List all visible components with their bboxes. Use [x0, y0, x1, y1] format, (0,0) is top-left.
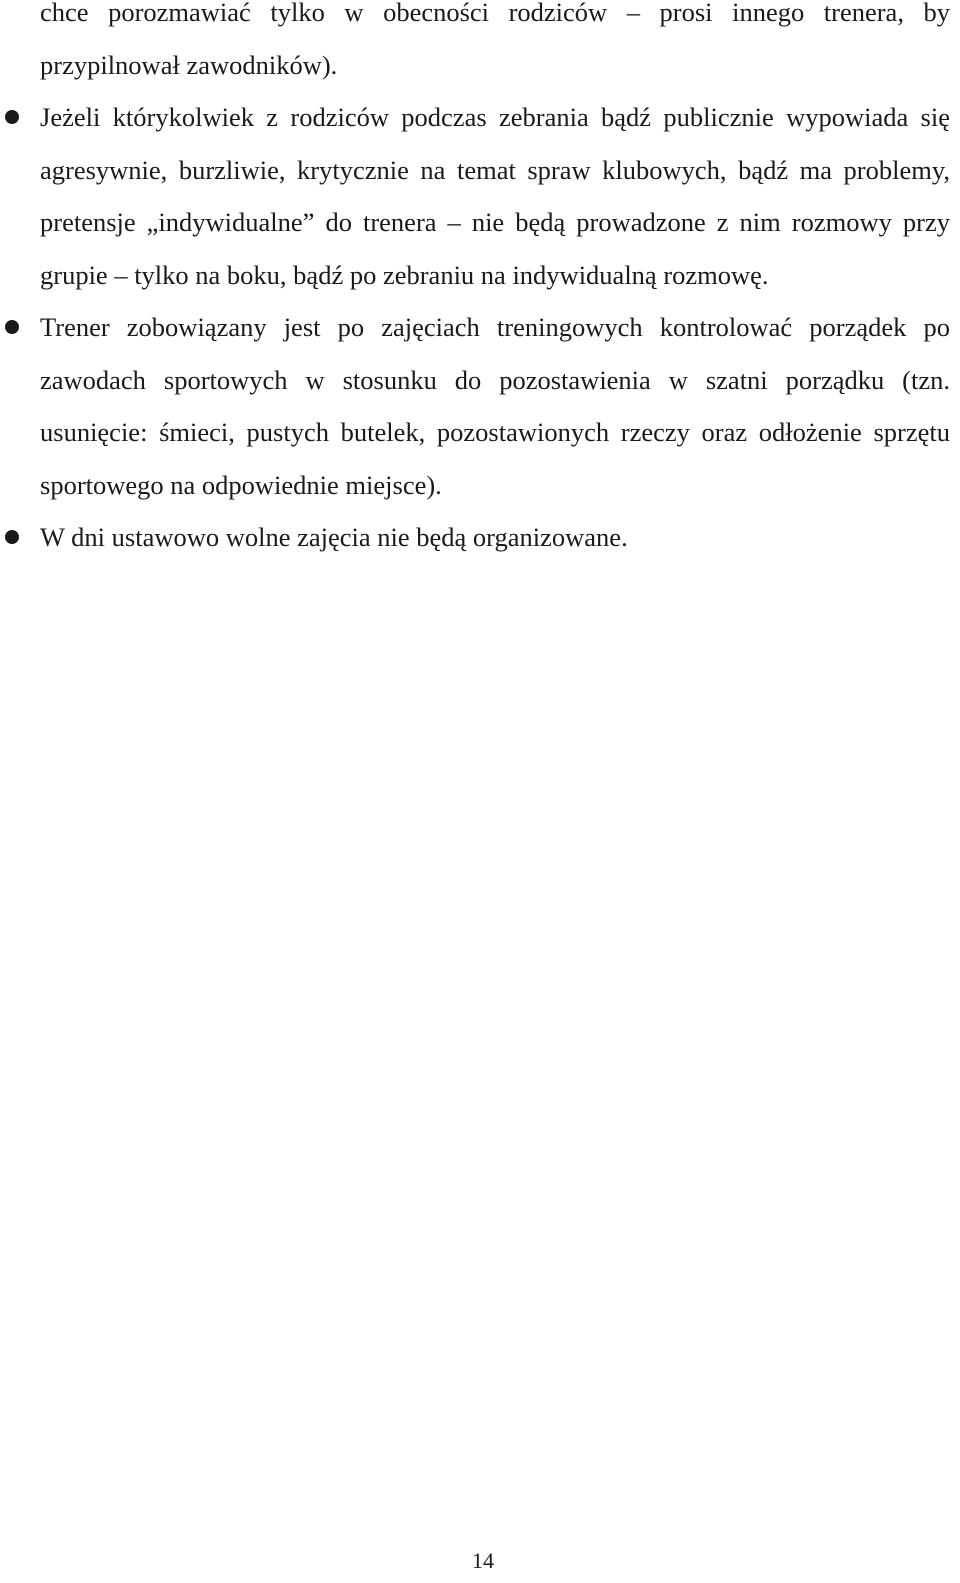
- list-item: [0, 301, 960, 511]
- list-item-text: Jeżeli którykolwiek z rodziców podczas zebrania bądź publicznie wypowiada się agresywnie, burzliwie, krytycznie na temat spraw klubowych, bądź ma problemy, pretensje „indywidualne” do trenera – nie będą prowadzone z nim rozmowy przy grupie – tylko na boku, bądź po zebraniu na indywidualną rozmowę.: [40, 102, 950, 290]
- list-item: [0, 511, 960, 564]
- bullet-icon: [5, 320, 19, 334]
- page-number: 14: [472, 1548, 494, 1573]
- list-item: [0, 91, 960, 301]
- list-item-text: Trener zobowiązany jest po zajęciach treningowych kontrolować porządek po zawodach sportowych w stosunku do pozostawienia w szatni porządku (tzn. usunięcie: śmieci, pustych butelek, pozostawionych rzeczy oraz odłożenie sprzętu sportowego na odpowiednie miejsce).: [40, 312, 950, 500]
- bullet-icon: [5, 530, 19, 544]
- bullet-icon: [5, 110, 19, 124]
- list-item-text: W dni ustawowo wolne zajęcia nie będą organizowane.: [40, 522, 628, 552]
- continuation-paragraph: chce porozmawiać tylko w obecności rodziców – prosi innego trenera, by przypilnował zawodników).: [40, 0, 950, 80]
- page-number-container: [0, 1547, 960, 1575]
- bullet-list: [0, 91, 960, 564]
